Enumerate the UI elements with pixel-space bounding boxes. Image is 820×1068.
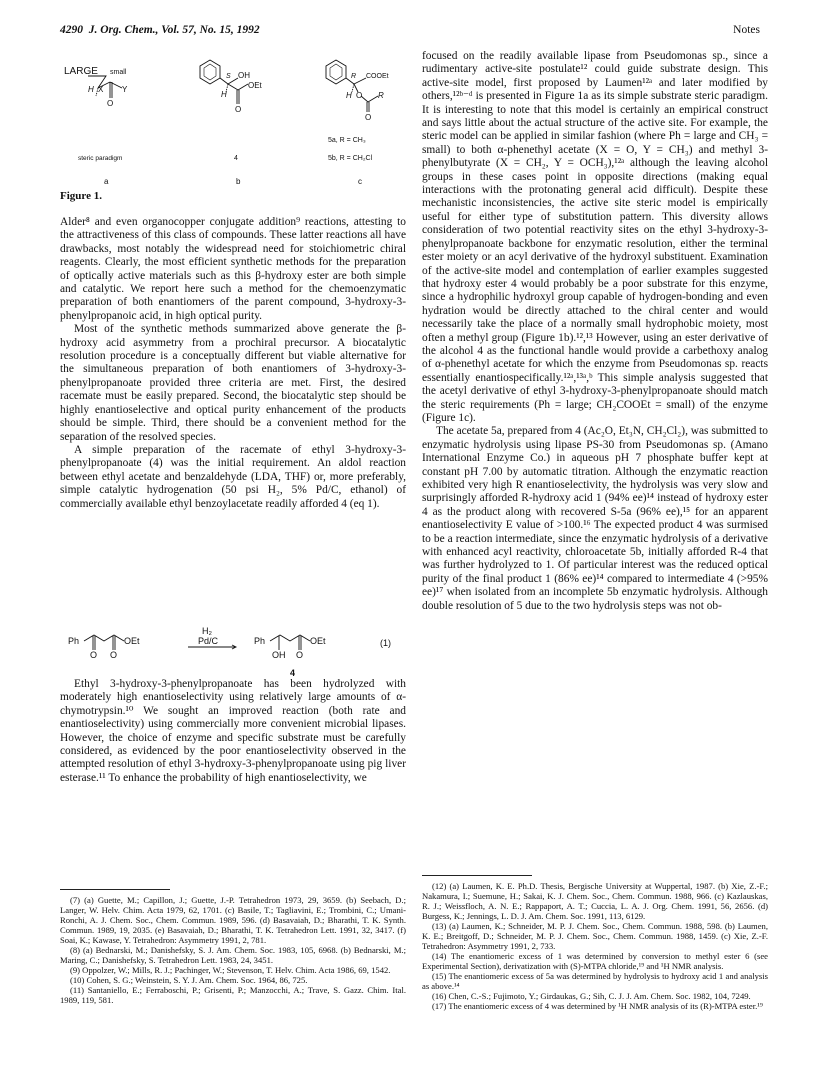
paragraph-synthetic-methods: Most of the synthetic methods summarized above generate the β-hydroxy acid asymmetry from a prochiral precursor. A biocatalytic resolution procedure is a conceptually different but viable alternative for the simultaneous preparation of both enantiomers of 3-hydroxy-3-phenylpropanoate provided three criteria are met. First, the desired racemate must be easily prepared. Second, the biocatalytic step should be highly enantioselective and optical purity enhancement of the products should be simple. Third, there should be a convenient method for the separation of the resolved species. <box>60 323 406 443</box>
label-o-a: O <box>107 99 114 108</box>
figure-caption: Figure 1. <box>60 190 102 202</box>
label-large: LARGE <box>64 66 98 77</box>
compound-5b-label: 5b, R = CH₂Cl <box>328 155 373 162</box>
panel-a-label: a <box>104 177 109 186</box>
footnotes-left <box>60 895 406 1005</box>
footnote-16: (16) Chen, C.-S.; Fujimoto, Y.; Girdaukas, G.; Sih, C. J. J. Am. Chem. Soc. 1982, 104, 7249. <box>432 991 751 1001</box>
footnotes-right <box>422 881 768 1011</box>
eq-oet-product: OEt <box>310 636 326 646</box>
compound-5a-label: 5a, R = CH₃ <box>328 137 366 144</box>
footnote-12: (12) (a) Laumen, K. E. Ph.D. Thesis, Bergische University at Wuppertal, 1987. (b) Xie, Z.-F.; Nakamura, I.; Suemune, H.; Sakai, K. J. Chem. Soc., Chem. Commun. 1988, 966. (c) Kazlauskas, R. J.; Weissfloch, A. N. E.; Rappaport, A. T.; Cuccia, L. A. J. Org. Chem. 1991, 56, 2656. (d) Burgess, K.; Jennings, L. D. J. Am. Chem. Soc. 1991, 113, 6129. <box>422 881 768 921</box>
label-o-b: O <box>235 105 242 114</box>
label-h-a: H <box>88 85 94 94</box>
label-h-c: H <box>346 91 352 100</box>
footnote-17: (17) The enantiomeric excess of 4 was determined by ¹H NMR analysis of its (R)-MTPA ester.¹⁹ <box>432 1001 763 1011</box>
paragraph-intro-continued: Alder⁸ and even organocopper conjugate addition⁹ reactions, attesting to the attractiveness of this class of compounds. These latter reactions all have drawbacks, most notably the widespread need for stoichiometric chiral reagents. Clearly, the most efficient synthetic methods for the preparation of optically active materials such as this β-hydroxy ester are both simple and catalytic. We report here such a method for the chemoenzymatic preparation of both enantiomers of the parent compound, 3-hydroxy-3-phenylpropanoic acid, in high optical purity. <box>60 216 406 322</box>
right-column-body <box>422 50 768 613</box>
eq-o-reactant-2: O <box>110 650 118 660</box>
eq-oh-product: OH <box>272 650 286 660</box>
label-o-ester: O <box>356 91 363 100</box>
paragraph-acetate-hydrolysis: The acetate 5a, prepared from 4 (Ac₂O, Et₃N, CH₂Cl₂), was submitted to enzymatic hydrolysis using lipase PS-30 from Pseudomonas sp. (Amano International Enzyme Co.) in aqueous pH 7 phosphate buffer kept at constant pH 7.00 by automatic titration. Although the enzymatic reaction exhibited very high R enantioselectivity, the hydrolysis was very slow and surprisingly afforded R-hydroxy acid 1 (94% ee)¹⁴ instead of hydroxy ester 4 as the product along with recovered S-5a (96% ee),¹⁵ for an apparent enantioselectivity E value of >100.¹⁶ The expected product 4 was surmised to be a reaction intermediate, since the enzymatic hydrolysis of a derivative with enhanced acyl reactivity, chloroacetate 5b, initially afforded R-4 that was further hydrolyzed to 1. Of particular interest was the reduced optical purity of the final product 1 (86% ee)¹⁴ compared to intermediate 4 (>95% ee)¹⁷ when isolated from an incomplete 5b enzymatic hydrolysis. Although double resolution of 5 due to the two hydrolysis steps was not ob- <box>422 425 768 612</box>
footnote-14: (14) The enantiomeric excess of 1 was determined by conversion to methyl ester 6 (see Experimental Section), derivatization with (S)-MTPA chloride,¹⁹ and ¹H NMR analysis. <box>422 951 768 971</box>
page-header <box>60 24 760 42</box>
paragraph-active-site-model: focused on the readily available lipase from Pseudomonas sp., since a rudimentary active-site postulate¹² could guide substrate design. This active-site model, first proposed by Laumen¹²ᵃ and later modified by others,¹²ᵇ⁻ᵈ is presented in Figure 1a as its simple substrate steric paradigm. It is interesting to note that this model is certainly an empirical construct and says little about the actual structure of the active site. For example, the steric model can be applied in similar fashion (where Ph = large and CH₃ = small) to both α-phenethyl acetate (X = O, Y = CH₃) and methyl 3-phenylbutyrate (X = CH₂, Y = OCH₃),¹²ᵃ although the leaving alcohol groups in these cases point in opposite directions (making equal interactions with the protonating general acid difficult). Despite these mechanistic inconsistencies, the active site steric model is empirically useful for either type of substitution pattern. This diversity allows consideration of two potential reactivity sites on the ethyl 3-hydroxy-3-phenylpropanoate backbone for enzymatic resolution, either the terminal ester moiety or an acyl derivative of the hydroxyl substituent. Examination of the active-site model and contemplation of earlier examples suggested that hydroxy ester 4 would probably be a poor substrate for this enzyme, since a hydrophilic hydroxyl group capable of hydrogen-bonding and even hydration would be directly attached to the chiral center and would necessarily take the place of a normally small hydrophobic moiety, most often a methyl group (Figure 1b).¹²,¹³ However, using an ester derivative of the alcohol 4 as the functional handle would provide a carbethoxy analog of α-phenethyl acetate for which the enzyme from Pseudomonas sp. reacts essentially enantiospecifically.¹²ᵃ,¹³ᵃ,ᵇ This simple analysis suggested that the acetyl derivative of ethyl 3-hydroxy-3-phenylpropanoate should match the steric requirements (Ph = large; CH₂COOEt = small) of the enzyme (Figure 1c). <box>422 50 768 424</box>
footnote-7: (7) (a) Guette, M.; Capillon, J.; Guette, J.-P. Tetrahedron 1973, 29, 3659. (b) Seebach, D.; Langer, W. Helv. Chim. Acta 1979, 62, 1701. (c) Basile, T.; Tagliavini, E.; Trombini, C.; Umani-Ronchi, A. J. Chem. Soc., Chem. Commun. 1989, 596. (d) Basavaiah, D.; Bharathi, T. K. Synth. Commun. 1989, 19, 2035. (e) Basavaiah, D.; Bharathi, T. K. Tetrahedron Lett. 1991, 32, 3417. (f) Soai, K.; Kawase, Y. Tetrahedron: Asymmetry 1991, 2, 781. <box>60 895 406 945</box>
footnote-8: (8) (a) Bednarski, M.; Danishefsky, S. J. Am. Chem. Soc. 1983, 105, 6968. (b) Bednarski, M.; Maring, C.; Danishefsky, S. Tetrahedron Lett. 1983, 24, 3451. <box>60 945 406 965</box>
label-r-acyl: R <box>378 91 384 100</box>
eq-oet-reactant: OEt <box>124 636 140 646</box>
eq-ph-reactant: Ph <box>68 636 80 646</box>
paragraph-racemate-prep: A simple preparation of the racemate of ethyl 3-hydroxy-3-phenylpropanoate (4) was the initial requirement. An aldol reaction between ethyl acetate and benzaldehyde (LDA, THF) or, more preferably, simple catalytic hydrogenation (50 psi H₂, 5% Pd/C, ethanol) of commercially available ethyl benzoylacetate readily afforded 4 (eq 1). <box>60 443 406 510</box>
label-x-a: X <box>98 85 104 94</box>
label-o-carbonyl: O <box>365 113 372 122</box>
footnote-rule-right <box>422 875 532 876</box>
eq-o-product: O <box>296 650 304 660</box>
footnote-rule-left <box>60 889 170 890</box>
label-cooet: COOEt <box>366 73 389 80</box>
journal-citation: J. Org. Chem., Vol. 57, No. 15, 1992 <box>88 24 260 36</box>
left-column-lower <box>60 678 406 785</box>
label-h-b: H <box>221 90 227 99</box>
footnote-11: (11) Santaniello, E.; Ferraboschi, P.; Grisenti, P.; Manzocchi, A.; Trave, S. Gazz. Chim. Ital. 1989, 119, 581. <box>60 985 406 1005</box>
panel-c-label: c <box>358 177 362 186</box>
eq-reagent-h2: H₂ <box>202 626 212 636</box>
label-y-a: Y <box>122 85 128 94</box>
left-column-upper <box>60 216 406 511</box>
label-r-stereo: R <box>351 73 357 80</box>
footnote-15: (15) The enantiomeric excess of 5a was determined by hydrolysis to hydroxy acid 1 and analysis as above.¹⁴ <box>422 971 768 991</box>
section-name: Notes <box>733 24 760 36</box>
eq-number: (1) <box>380 638 391 648</box>
eq-product-label: 4 <box>290 668 296 678</box>
eq-ph-product: Ph <box>254 636 266 646</box>
eq-o-reactant-1: O <box>90 650 98 660</box>
page-number: 4290 <box>60 24 83 36</box>
label-oet-b: OEt <box>248 81 262 90</box>
panel-b-compound-4 <box>200 60 263 186</box>
panel-a-steric-paradigm <box>64 66 128 186</box>
eq-reagent-pdc: Pd/C <box>198 636 219 646</box>
compound-4-label: 4 <box>234 155 238 162</box>
label-s: S <box>226 73 231 80</box>
panel-c-compound-5 <box>326 60 389 186</box>
footnote-9: (9) Oppolzer, W.; Mills, R. J.; Pachinger, W.; Stevenson, T. Helv. Chim. Acta 1986, 69, 1542. <box>70 965 391 975</box>
footnote-10: (10) Cohen, S. G.; Weinstein, S. Y. J. Am. Chem. Soc. 1964, 86, 725. <box>70 975 308 985</box>
caption-steric-paradigm: steric paradigm <box>78 155 123 162</box>
footnote-13: (13) (a) Laumen, K.; Schneider, M. P. J. Chem. Soc., Chem. Commun. 1988, 598. (b) Laumen, K. E.; Breitgoff, D.; Schneider, M. P. J. Chem. Soc., Chem. Commun. 1988, 1459. (c) Xie, Z.-F. Tetrahedron: Asymmetry 1991, 2, 733. <box>422 921 768 951</box>
label-oh: OH <box>238 71 250 80</box>
label-small: small <box>110 69 127 76</box>
panel-b-label: b <box>236 177 241 186</box>
paragraph-hydrolysis: Ethyl 3-hydroxy-3-phenylpropanoate has been hydrolyzed with moderately high enantioselectivity using relatively large amounts of α-chymotrypsin.¹⁰ We sought an improved reaction (both rate and enantioselectivity) using commercially more convenient microbial lipases. However, the choice of enzyme and specific substrate must be carefully considered, as evidenced by the poor enantioselectivity observed in the attempted resolution of ethyl 3-hydroxy-3-phenylpropanoate using pig liver esterase.¹¹ To enhance the probability of high enantioselectivity, we <box>60 678 406 784</box>
